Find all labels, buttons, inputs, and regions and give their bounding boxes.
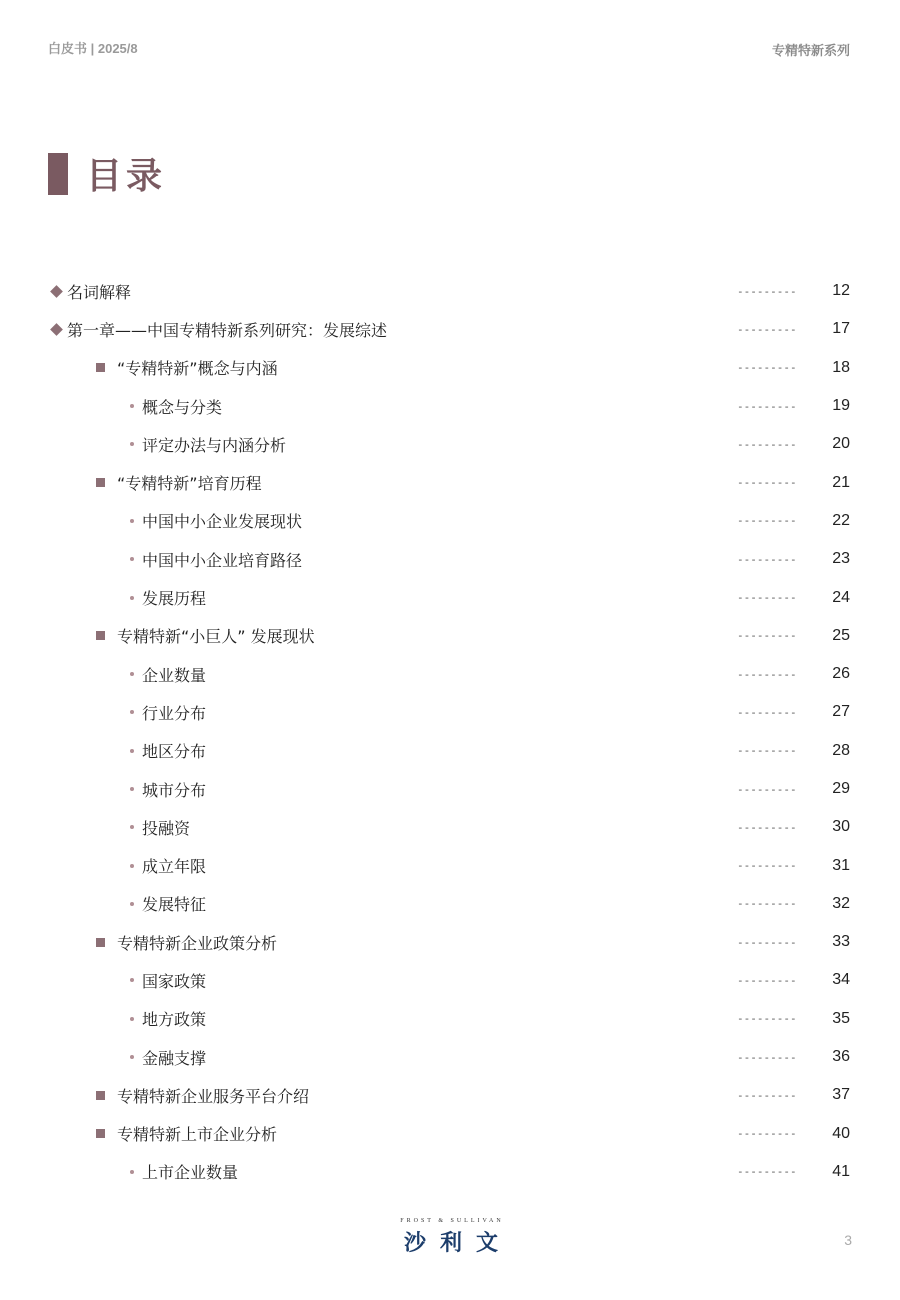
dot-bullet-icon [130, 710, 134, 714]
toc-dot-leader: --------- [737, 667, 797, 681]
toc-entry-label: 企业数量 [142, 665, 207, 685]
dot-bullet-icon [130, 1055, 134, 1059]
toc-page-number: 23 [832, 550, 850, 568]
frost-sullivan-logo [390, 1218, 514, 1257]
toc-entry-label: 国家政策 [142, 971, 207, 991]
dot-bullet-icon [130, 596, 134, 600]
toc-dot-leader: --------- [737, 897, 797, 911]
page-number: 3 [844, 1232, 852, 1248]
toc-dot-leader: --------- [737, 859, 797, 873]
toc-dot-leader: --------- [737, 820, 797, 834]
toc-entry[interactable] [0, 732, 900, 770]
toc-entry-label: 专精特新“小巨人” 发展现状 [117, 627, 315, 647]
toc-page-number: 40 [832, 1124, 850, 1142]
toc-dot-leader: --------- [737, 782, 797, 796]
toc-page-number: 34 [832, 971, 850, 989]
toc-entry-label: 地方政策 [142, 1010, 207, 1030]
dot-bullet-icon [130, 902, 134, 906]
toc-entry[interactable] [0, 578, 900, 616]
toc-entry[interactable] [0, 310, 900, 348]
toc-page-number: 28 [832, 741, 850, 759]
diamond-bullet-icon [50, 285, 63, 298]
toc-page-number: 25 [832, 626, 850, 644]
toc-dot-leader: --------- [737, 629, 797, 643]
toc-page-number: 27 [832, 703, 850, 721]
header-left-text: 白皮书 | 2025/8 [48, 41, 138, 56]
toc-entry-label: “专精特新”培育历程 [117, 474, 262, 494]
square-bullet-icon [96, 478, 105, 487]
toc-entry[interactable] [0, 387, 900, 425]
toc-dot-leader: --------- [737, 361, 797, 375]
toc-entry-label: 专精特新上市企业分析 [117, 1125, 278, 1145]
series-label: 专精特新系列 [771, 44, 850, 59]
square-bullet-icon [96, 363, 105, 372]
toc-entry-label: 城市分布 [142, 780, 207, 800]
toc-entry-label: 投融资 [142, 818, 191, 838]
square-bullet-icon [96, 631, 105, 640]
page-title: 目录 [86, 156, 167, 197]
toc-dot-leader: --------- [737, 322, 797, 336]
toc-entry[interactable] [0, 463, 900, 501]
toc-page-number: 12 [832, 282, 850, 300]
toc-dot-leader: --------- [737, 705, 797, 719]
toc-page-number: 41 [832, 1162, 850, 1180]
toc-entry-label: 中国中小企业发展现状 [142, 512, 303, 532]
logo-chinese-text: 沙利文 [403, 1231, 512, 1256]
dot-bullet-icon [130, 749, 134, 753]
toc-entry[interactable] [0, 349, 900, 387]
dot-bullet-icon [130, 557, 134, 561]
square-bullet-icon [96, 1091, 105, 1100]
toc-page-number: 32 [832, 894, 850, 912]
dot-bullet-icon [130, 519, 134, 523]
toc-dot-leader: --------- [737, 1127, 797, 1141]
toc-entry-label: 地区分布 [142, 742, 207, 762]
toc-page-number: 19 [832, 397, 850, 415]
toc-entry-label: 行业分布 [142, 703, 207, 723]
toc-dot-leader: --------- [737, 1088, 797, 1102]
toc-dot-leader: --------- [737, 476, 797, 490]
toc-dot-leader: --------- [737, 1050, 797, 1064]
toc-entry[interactable] [0, 885, 900, 923]
toc-page-number: 35 [832, 1009, 850, 1027]
toc-entry[interactable] [0, 425, 900, 463]
toc-page-number: 33 [832, 933, 850, 951]
toc-entry-label: 专精特新企业政策分析 [117, 933, 278, 953]
toc-dot-leader: --------- [737, 284, 797, 298]
toc-entry[interactable] [0, 540, 900, 578]
toc-dot-leader: --------- [737, 1012, 797, 1026]
toc-entry-label: 金融支撑 [142, 1048, 207, 1068]
toc-entry[interactable] [0, 846, 900, 884]
toc-entry[interactable] [0, 693, 900, 731]
toc-entry-label: “专精特新”概念与内涵 [117, 359, 278, 379]
toc-entry-label: 概念与分类 [142, 397, 223, 417]
title-accent-bar [48, 153, 68, 195]
toc-entry-label: 名词解释 [67, 282, 132, 302]
toc-entry[interactable] [0, 1000, 900, 1038]
toc-entry[interactable] [0, 1076, 900, 1114]
toc-entry[interactable] [0, 617, 900, 655]
toc-page-number: 22 [832, 511, 850, 529]
toc-dot-leader: --------- [737, 935, 797, 949]
toc-page-number: 18 [832, 358, 850, 376]
dot-bullet-icon [130, 864, 134, 868]
dot-bullet-icon [130, 825, 134, 829]
toc-entry[interactable] [0, 961, 900, 999]
toc-entry-label: 发展历程 [142, 589, 207, 609]
toc-page-number: 36 [832, 1048, 850, 1066]
diamond-bullet-icon [50, 323, 63, 336]
toc-dot-leader: --------- [737, 744, 797, 758]
toc-entry-label: 第一章——中国专精特新系列研究：发展综述 [67, 320, 388, 340]
toc-entry-label: 评定办法与内涵分析 [142, 435, 287, 455]
dot-bullet-icon [130, 1017, 134, 1021]
dot-bullet-icon [130, 442, 134, 446]
logo-english-text: FROST & SULLIVAN [400, 1218, 504, 1224]
toc-entry[interactable] [0, 272, 900, 310]
toc-page-number: 30 [832, 818, 850, 836]
toc-dot-leader: --------- [737, 1165, 797, 1179]
square-bullet-icon [96, 938, 105, 947]
toc-page-number: 21 [832, 473, 850, 491]
page-title-block [48, 148, 166, 199]
toc-page-number: 20 [832, 435, 850, 453]
toc-entry-label: 发展特征 [142, 895, 207, 915]
toc-dot-leader: --------- [737, 591, 797, 605]
toc-dot-leader: --------- [737, 437, 797, 451]
toc-entry[interactable] [0, 1115, 900, 1153]
toc-entry-label: 中国中小企业培育路径 [142, 550, 303, 570]
toc-entry[interactable] [0, 655, 900, 693]
toc-dot-leader: --------- [737, 514, 797, 528]
toc-dot-leader: --------- [737, 399, 797, 413]
toc-entry-label: 专精特新企业服务平台介绍 [117, 1086, 310, 1106]
dot-bullet-icon [130, 1170, 134, 1174]
toc-entry[interactable] [0, 923, 900, 961]
toc-entry[interactable] [0, 808, 900, 846]
toc-dot-leader: --------- [737, 552, 797, 566]
toc-entry-label: 上市企业数量 [142, 1163, 239, 1183]
toc-page-number: 17 [832, 320, 850, 338]
toc-page-number: 37 [832, 1086, 850, 1104]
dot-bullet-icon [130, 787, 134, 791]
toc-entry[interactable] [0, 770, 900, 808]
toc-entry[interactable] [0, 1153, 900, 1191]
toc-entry[interactable] [0, 1038, 900, 1076]
toc-page-number: 24 [832, 588, 850, 606]
toc-entry[interactable] [0, 502, 900, 540]
toc-page-number: 29 [832, 780, 850, 797]
toc-page-number: 31 [832, 856, 850, 874]
toc-page-number: 26 [832, 665, 850, 683]
toc-dot-leader: --------- [737, 973, 797, 987]
toc-entry-label: 成立年限 [142, 857, 207, 877]
square-bullet-icon [96, 1129, 105, 1138]
dot-bullet-icon [130, 672, 134, 676]
dot-bullet-icon [130, 404, 134, 408]
dot-bullet-icon [130, 978, 134, 982]
table-of-contents [0, 272, 900, 1191]
